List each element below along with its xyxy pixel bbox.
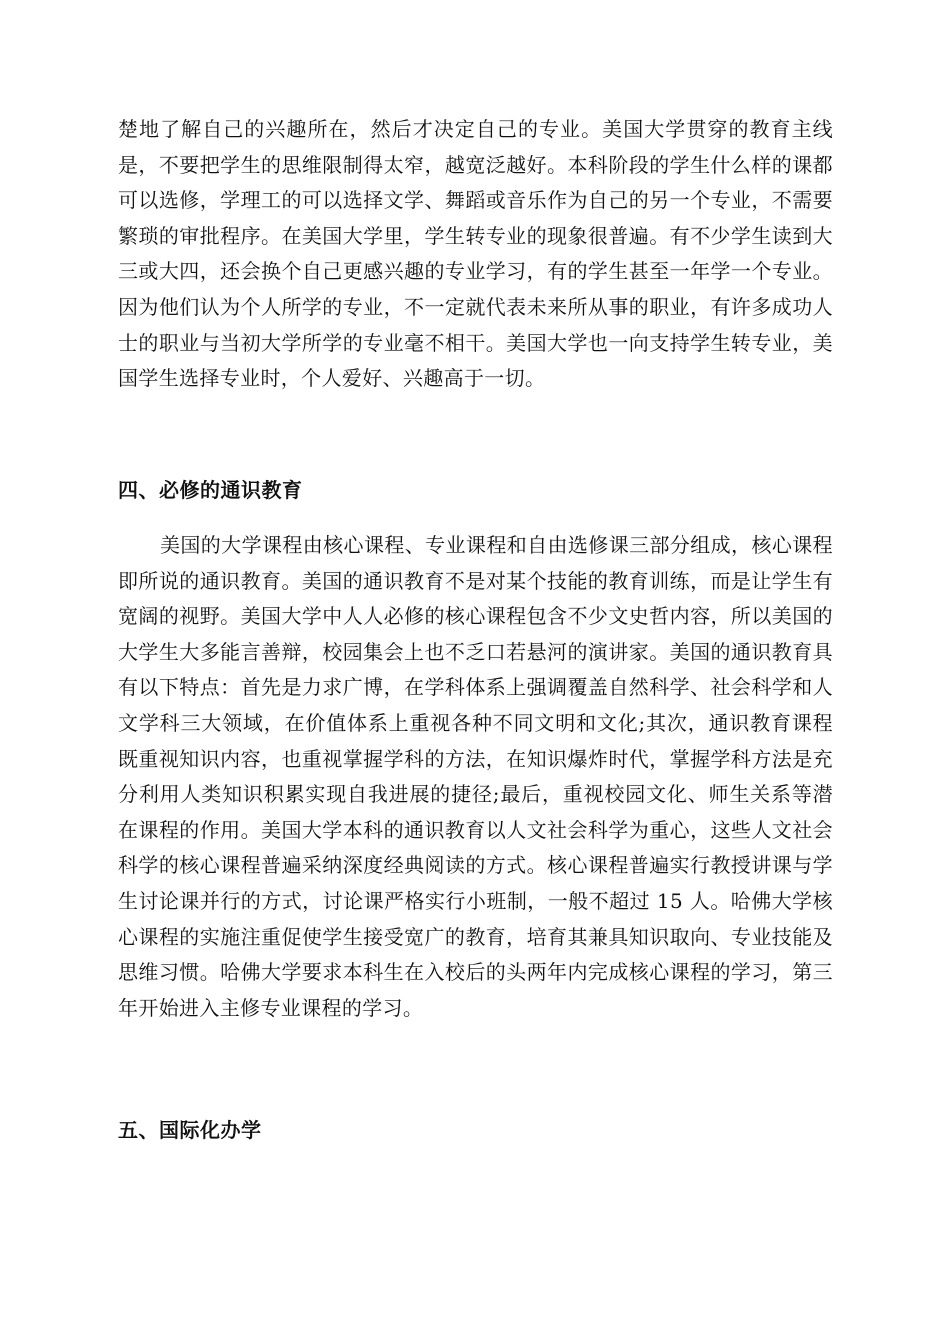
section-heading-general-education: 四、必修的通识教育 xyxy=(118,478,303,502)
body-paragraph-major-choice: 楚地了解自己的兴趣所在，然后才决定自己的专业。美国大学贯穿的教育主线是，不要把学生的思维限制得太窄，越宽泛越好。本科阶段的学生什么样的课都可以选修，学理工的可以选择文学、舞蹈或音乐作为自己的另一个专业，不需要繁琐的审批程序。在美国大学里，学生转专业的现象很普遍。有不少学生读到大三或大四，还会换个自己更感兴趣的专业学习，有的学生甚至一年学一个专业。因为他们认为个人所学的专业，不一定就代表未来所从事的职业，有许多成功人士的职业与当初大学所学的专业毫不相干。美国大学也一向支持学生转专业，美国学生选择专业时，个人爱好、兴趣高于一切。 xyxy=(118,117,833,391)
body-paragraph-general-education: 美国的大学课程由核心课程、专业课程和自由选修课三部分组成，核心课程即所说的通识教育。美国的通识教育不是对某个技能的教育训练，而是让学生有宽阔的视野。美国大学中人人必修的核心课程包含不少文史哲内容，所以美国的大学生大多能言善辩，校园集会上也不乏口若悬河的演讲家。美国的通识教育具有以下特点：首先是力求广博，在学科体系上强调覆盖自然科学、社会科学和人文学科三大领域，在价值体系上重视各种不同文明和文化;其次，通识教育课程既重视知识内容，也重视掌握学科的方法，在知识爆炸时代，掌握学科方法是充分利用人类知识积累实现自我进展的捷径;最后，重视校园文化、师生关系等潜在课程的作用。美国大学本科的通识教育以人文社会科学为重心，这些人文社会科学的核心课程普遍采纳深度经典阅读的方式。核心课程普遍实行教授讲课与学生讨论课并行的方式，讨论课严格实行小班制，一般不超过 15 人。哈佛大学核心课程的实施注重促使学生接受宽广的教育，培育其兼具知识取向、专业技能及思维习惯。哈佛大学要求本科生在入校后的头两年内完成核心课程的学习，第三年开始进入主修专业课程的学习。 xyxy=(118,533,833,1020)
section-heading-internationalization: 五、国际化办学 xyxy=(118,1118,262,1142)
